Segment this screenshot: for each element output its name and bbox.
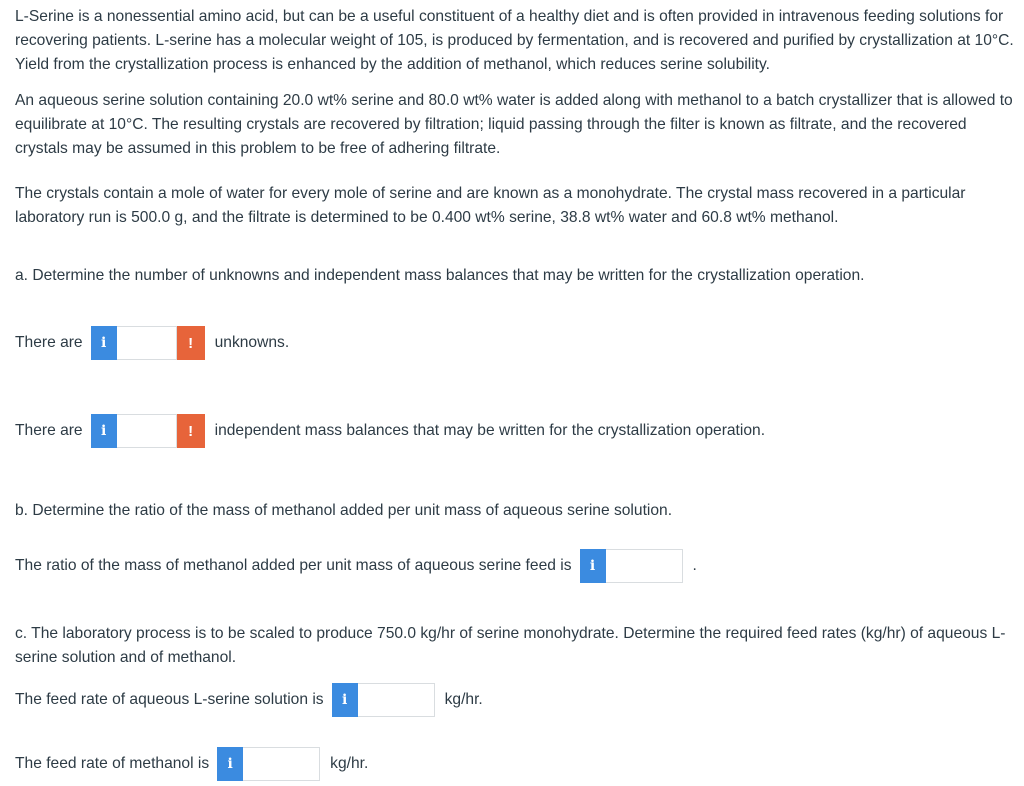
info-icon[interactable]: i bbox=[217, 747, 243, 781]
balances-prefix: There are bbox=[15, 422, 83, 439]
info-icon[interactable]: i bbox=[91, 326, 117, 360]
part-a-prompt: a. Determine the number of unknowns and independent mass balances that may be written for the crystallization operation. bbox=[15, 267, 865, 284]
part-c-serine-feed-row bbox=[15, 682, 483, 718]
info-icon[interactable]: i bbox=[580, 549, 606, 583]
serine-feed-input[interactable] bbox=[358, 683, 435, 717]
methanol-feed-input[interactable] bbox=[243, 747, 320, 781]
unknowns-prefix: There are bbox=[15, 334, 83, 351]
part-a-unknowns-row bbox=[15, 325, 289, 361]
info-icon[interactable]: i bbox=[91, 414, 117, 448]
balances-input[interactable] bbox=[117, 414, 177, 448]
serine-feed-unit: kg/hr. bbox=[444, 691, 483, 708]
part-c-methanol-feed-row bbox=[15, 746, 368, 782]
warning-icon[interactable]: ! bbox=[177, 414, 205, 448]
info-icon[interactable]: i bbox=[332, 683, 358, 717]
problem-setup: An aqueous serine solution containing 20.0 wt% serine and 80.0 wt% water is added along with methanol to a batch crystallizer that is allowed to equilibrate at 10°C. The resulting crystals are recovered by filtration; liquid passing through the filter is known as filtrate, and the recovered crystals may be assumed in this problem to be free of adhering filtrate. bbox=[15, 92, 1013, 157]
methanol-feed-unit: kg/hr. bbox=[330, 755, 369, 772]
balances-suffix: independent mass balances that may be written for the crystallization operation. bbox=[214, 422, 766, 439]
ratio-input[interactable] bbox=[606, 549, 683, 583]
unknowns-input[interactable] bbox=[117, 326, 177, 360]
warning-icon[interactable]: ! bbox=[177, 326, 205, 360]
ratio-suffix: . bbox=[692, 557, 697, 574]
part-c-prompt: c. The laboratory process is to be scaled to produce 750.0 kg/hr of serine monohydrate. Determine the required feed rates (kg/hr) of aqueous L-serine solution and of methanol. bbox=[15, 625, 1006, 666]
unknowns-suffix: unknowns. bbox=[214, 334, 290, 351]
problem-intro: L-Serine is a nonessential amino acid, but can be a useful constituent of a healthy diet and is often provided in intravenous feeding solutions for recovering patients. L-serine has a molecular weight of 105, is produced by fermentation, and is recovered and purified by crystallization at 10°C. Yield from the crystallization process is enhanced by the addition of methanol, which reduces serine solubility. bbox=[15, 8, 1014, 73]
serine-feed-prefix: The feed rate of aqueous L-serine solution is bbox=[15, 691, 324, 708]
part-a-balances-row bbox=[15, 413, 765, 449]
part-b-ratio-row bbox=[15, 548, 697, 584]
part-b-prompt: b. Determine the ratio of the mass of methanol added per unit mass of aqueous serine solution. bbox=[15, 502, 673, 519]
methanol-feed-prefix: The feed rate of methanol is bbox=[15, 755, 210, 772]
problem-crystals: The crystals contain a mole of water for every mole of serine and are known as a monohydrate. The crystal mass recovered in a particular laboratory run is 500.0 g, and the filtrate is determined to be 0.400 wt% serine, 38.8 wt% water and 60.8 wt% methanol. bbox=[15, 185, 966, 226]
ratio-prefix: The ratio of the mass of methanol added per unit mass of aqueous serine feed is bbox=[15, 557, 572, 574]
